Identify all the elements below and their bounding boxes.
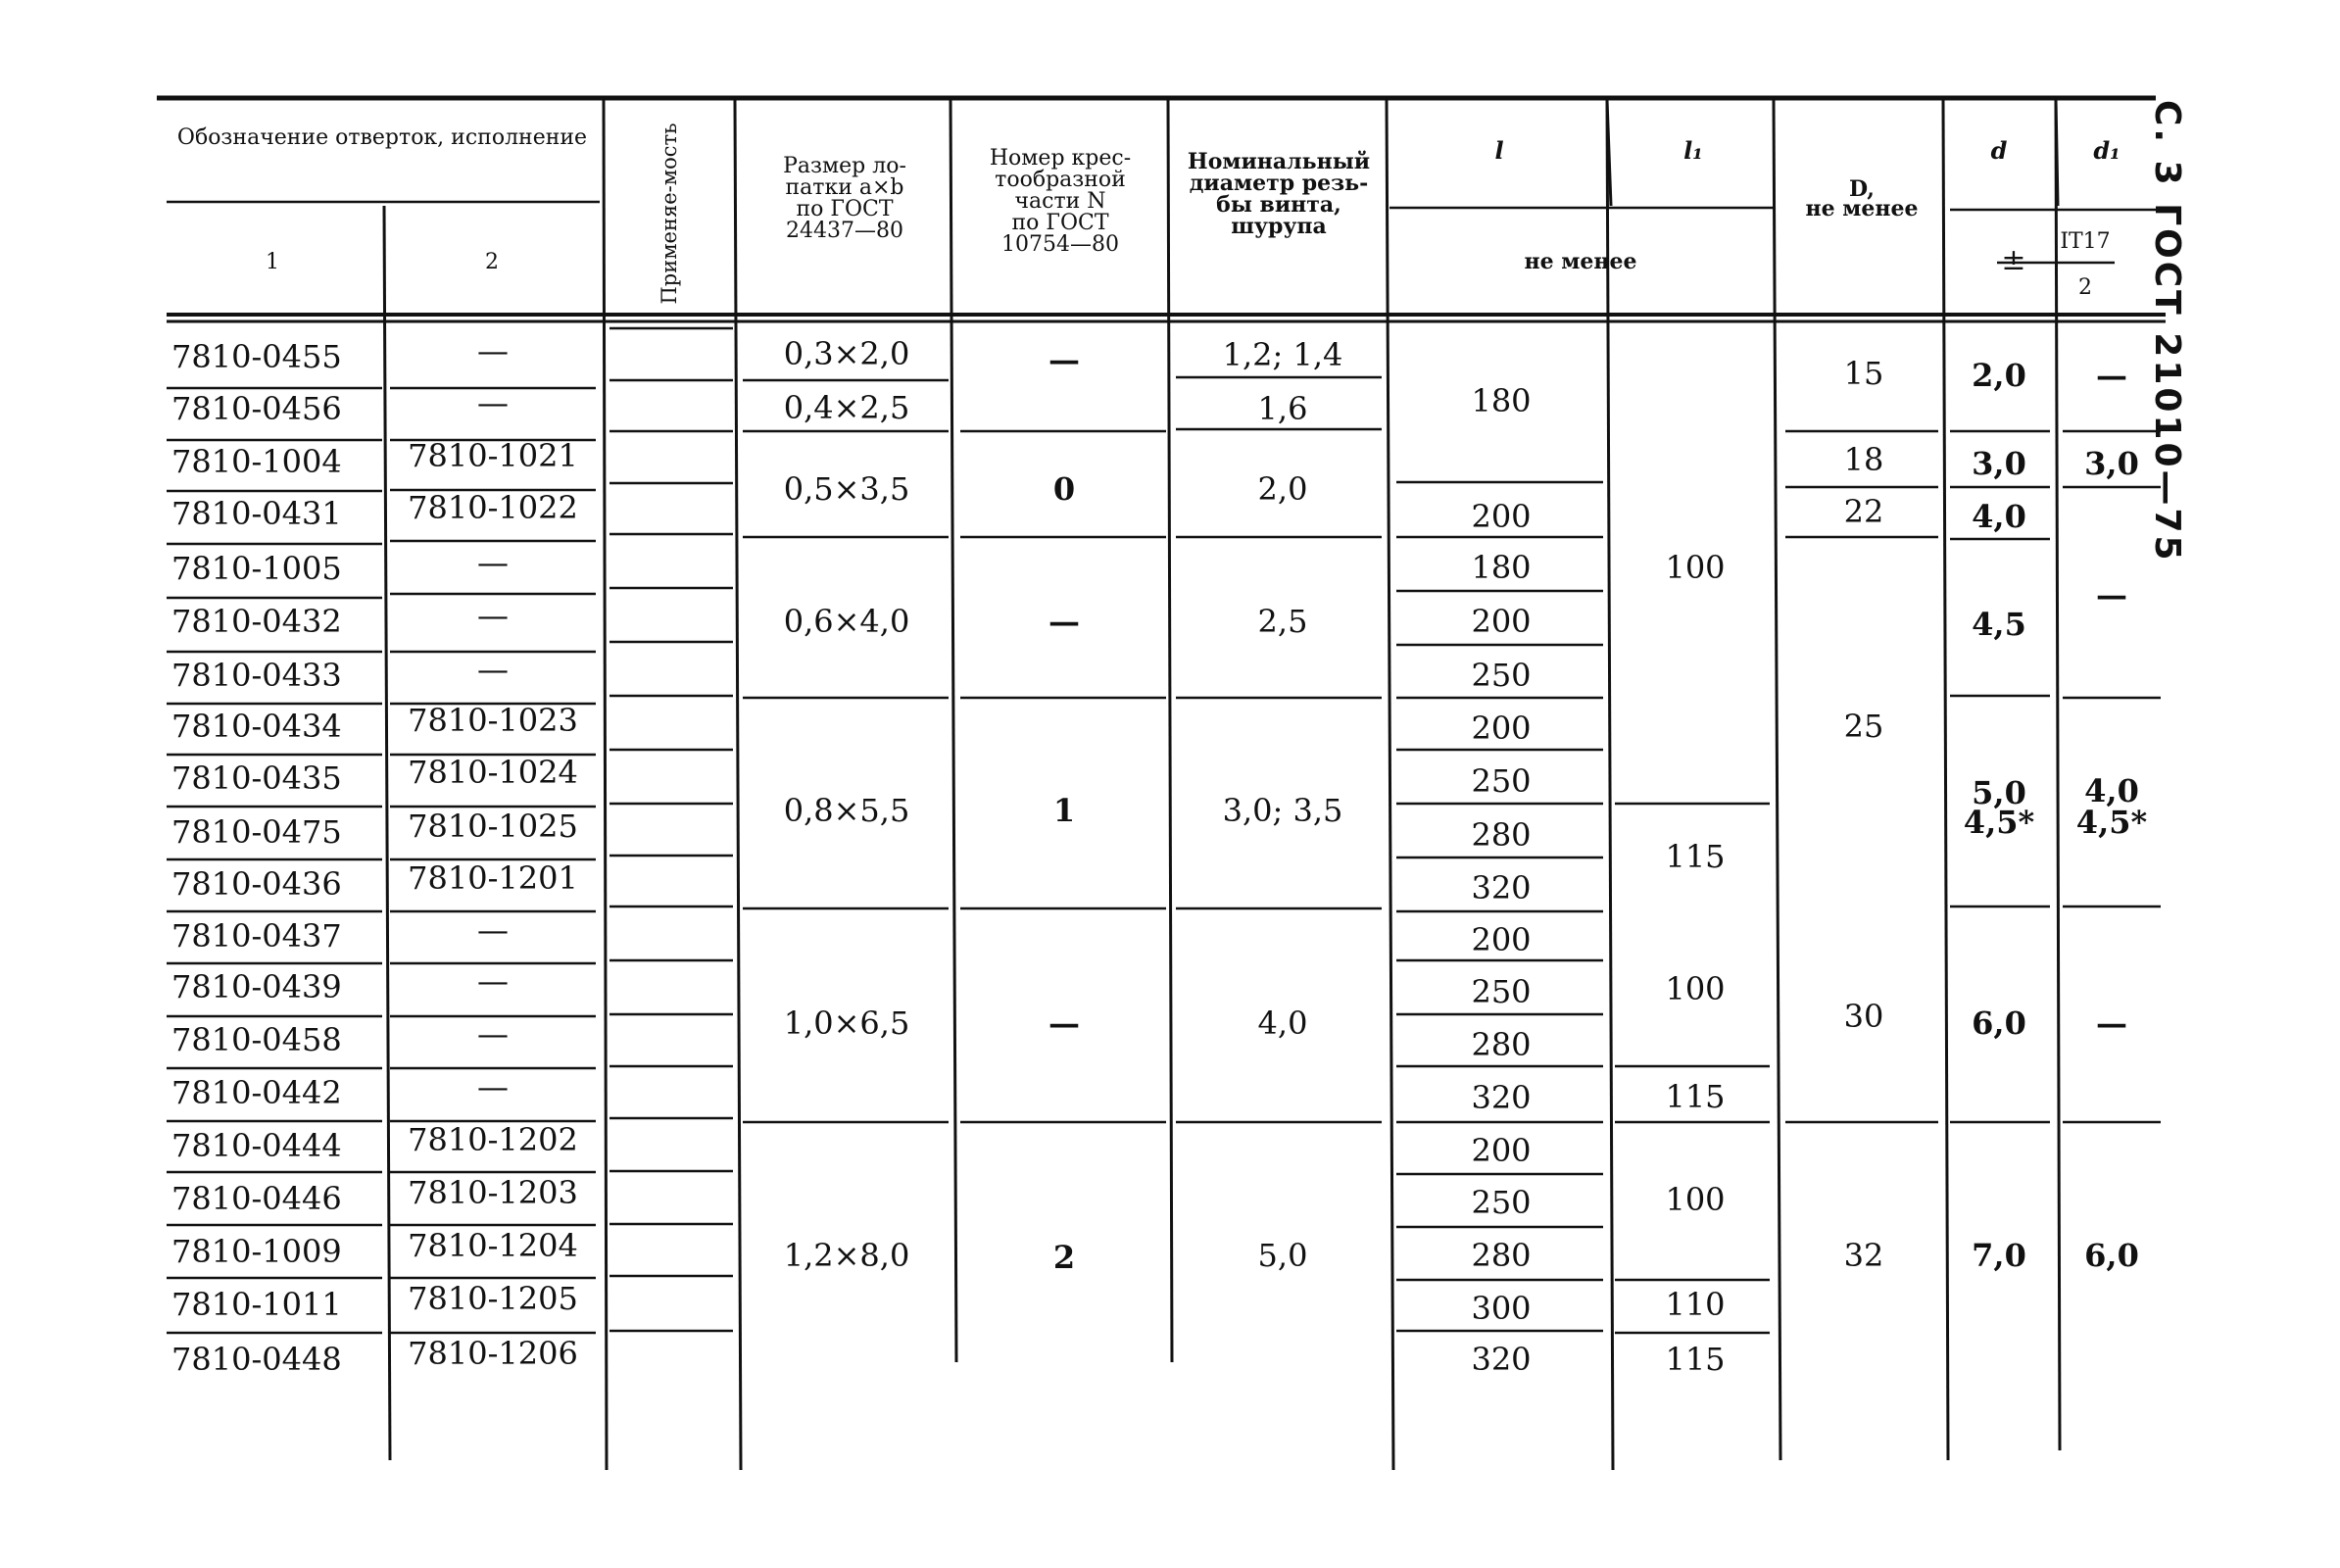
l1-value-cell: 100 [1665, 970, 1726, 1007]
l-value-cell: 320 [1471, 1341, 1532, 1378]
nominal-diameter-cell: 3,0; 3,5 [1222, 792, 1343, 829]
nominal-diameter-cell: 2,5 [1257, 603, 1308, 640]
l1-value-cell: 100 [1665, 1181, 1726, 1218]
table-row-designation-1: 7810-1009 [171, 1233, 342, 1270]
cross-number-cell: 1 [1052, 792, 1076, 829]
table-row-designation-2: 7810-1202 [408, 1121, 578, 1158]
cross-number-cell: — [1048, 341, 1080, 378]
D-value-cell: 32 [1843, 1237, 1884, 1274]
header-D-line: D, [1849, 176, 1875, 202]
table-row-designation-2: 7810-1203 [408, 1174, 578, 1211]
l1-value-cell: 115 [1665, 838, 1726, 875]
table-row-designation-1: 7810-0431 [171, 495, 342, 532]
table-row-designation-2: 7810-1201 [408, 859, 578, 897]
header-col1: 1 [266, 250, 279, 274]
nominal-diameter-cell: 1,2; 1,4 [1222, 336, 1343, 373]
header-D-line: не менее [1805, 196, 1919, 221]
d-value-cell: 4,5 [1972, 606, 2026, 643]
l-value-cell: 250 [1471, 762, 1532, 800]
table-row-designation-1: 7810-0448 [171, 1341, 342, 1378]
header-blade-line: патки a×b [785, 175, 904, 200]
blade-size-cell: 0,8×5,5 [783, 792, 910, 829]
table-body [171, 332, 578, 1378]
table-row-designation-2: — [477, 651, 509, 688]
l1-value-cell: 110 [1665, 1286, 1726, 1323]
blade-size-cell: 1,2×8,0 [783, 1237, 910, 1274]
l-value-cell: 250 [1471, 657, 1532, 694]
nominal-diameter-cell: 4,0 [1257, 1004, 1308, 1042]
table-row-designation-2: 7810-1025 [408, 808, 578, 845]
header-blade-line: 24437—80 [786, 219, 903, 243]
table-row-designation-2: — [477, 962, 509, 1000]
header-blade-size [783, 154, 906, 243]
table-row-designation-1: 7810-1004 [171, 443, 342, 480]
table-row-designation-2: — [477, 911, 509, 949]
header-d: d [1990, 136, 2008, 165]
d-value-cell: 6,0 [1972, 1004, 2026, 1042]
header-blade-line: по ГОСТ [796, 197, 894, 221]
table-row-designation-1: 7810-0437 [171, 917, 342, 955]
header-cross-line: тообразной [995, 168, 1126, 192]
l1-value-cell: 115 [1665, 1341, 1726, 1378]
table-row-designation-2: 7810-1205 [408, 1280, 578, 1317]
d1-value-cell: — [2096, 357, 2127, 394]
table-row-designation-2: 7810-1204 [408, 1227, 578, 1264]
d-value-cell: 3,0 [1972, 445, 2026, 482]
table-row-designation-1: 7810-0475 [171, 813, 342, 851]
header-nominal-line: диаметр резь- [1189, 171, 1369, 196]
cross-number-cell: — [1048, 1004, 1080, 1042]
table-row-designation-1: 7810-0436 [171, 865, 342, 903]
header-nominal-line: шурупа [1231, 214, 1327, 239]
table-row-designation-1: 7810-0434 [171, 708, 342, 745]
l-value-cell: 300 [1471, 1290, 1532, 1327]
table-row-designation-1: 7810-0442 [171, 1074, 342, 1111]
table-row-designation-2: — [477, 1068, 509, 1105]
l1-value-cell: 115 [1665, 1078, 1726, 1115]
l-value-cell: 280 [1471, 816, 1532, 854]
header-cross-number [990, 146, 1131, 257]
D-value-cell: 15 [1843, 355, 1884, 392]
header-nominal-line: бы винта, [1216, 192, 1341, 218]
l-value-cell: 180 [1471, 382, 1532, 419]
header-not-less: не менее [1524, 249, 1637, 274]
table-row-designation-2: — [477, 1015, 509, 1053]
l1-value-cell: 100 [1665, 549, 1726, 586]
table-row-designation-2: — [477, 597, 509, 634]
l-value-cell: 180 [1471, 549, 1532, 586]
table-row-designation-1: 7810-0433 [171, 657, 342, 694]
l-value-cell: 250 [1471, 973, 1532, 1010]
table-row-designation-1: 7810-0458 [171, 1021, 342, 1058]
table-row-designation-2: — [477, 544, 509, 581]
header-cross-line: части N [1014, 189, 1106, 214]
d1-value-cell: 6,0 [2084, 1237, 2139, 1274]
header-tolerance-pm: ± [2001, 243, 2026, 277]
header-l1: l₁ [1683, 136, 1703, 165]
l-value-cell: 200 [1471, 603, 1532, 640]
blade-size-cell: 0,6×4,0 [783, 603, 910, 640]
blade-size-cell: 0,4×2,5 [783, 389, 910, 426]
l-value-cell: 200 [1471, 710, 1532, 747]
l-value-cell: 280 [1471, 1237, 1532, 1274]
table-row-designation-1: 7810-1005 [171, 550, 342, 587]
table-row-designation-1: 7810-0446 [171, 1180, 342, 1217]
header-designation: Обозначение отверток, исполнение [176, 125, 588, 150]
l-value-cell: 200 [1471, 498, 1532, 535]
nominal-diameter-cell: 2,0 [1257, 470, 1308, 508]
blade-size-cell: 0,3×2,0 [783, 335, 910, 372]
cross-number-cell: — [1048, 603, 1080, 640]
D-value-cell: 25 [1843, 708, 1884, 745]
nominal-diameter-cell: 5,0 [1257, 1237, 1308, 1274]
table-row-designation-1: 7810-0432 [171, 603, 342, 640]
header-l: l [1494, 136, 1504, 165]
blade-size-cell: 0,5×3,5 [783, 470, 910, 508]
table-row-designation-2: — [477, 332, 509, 369]
nominal-diameter-cell: 1,6 [1257, 390, 1308, 427]
header-tolerance-den: 2 [2078, 275, 2092, 300]
header-d1: d₁ [2093, 136, 2121, 165]
header-tolerance-num: IT17 [2060, 229, 2111, 254]
table-row-designation-2: — [477, 384, 509, 421]
header-D [1806, 176, 1919, 221]
l-value-cell: 320 [1471, 869, 1532, 906]
table-row-designation-1: 7810-0455 [171, 338, 342, 375]
table-row-designation-2: 7810-1023 [408, 702, 578, 739]
header-applicability: Применяе-мость [658, 122, 681, 305]
header-cross-line: Номер крес- [989, 146, 1132, 171]
table-header [177, 122, 2121, 304]
D-value-cell: 18 [1843, 441, 1884, 478]
d-value-cell: 2,0 [1972, 357, 2026, 394]
l-value-cell: 320 [1471, 1079, 1532, 1116]
header-cross-line: 10754—80 [1001, 232, 1119, 257]
table-row-designation-1: 7810-0439 [171, 968, 342, 1005]
d-value-cell: 4,5* [1963, 804, 2035, 841]
table-row-designation-1: 7810-0456 [171, 390, 342, 427]
d-value-cell: 4,0 [1972, 498, 2026, 535]
table-row-designation-2: 7810-1022 [408, 489, 578, 526]
d1-value-cell: 4,0 [2084, 772, 2139, 809]
table-row-designation-2: 7810-1021 [408, 437, 578, 474]
header-blade-line: Размер ло- [783, 154, 906, 178]
blade-size-cell: 1,0×6,5 [783, 1004, 910, 1042]
d1-value-cell: — [2096, 576, 2127, 613]
table-row-designation-1: 7810-0435 [171, 760, 342, 797]
table-row-designation-1: 7810-1011 [171, 1286, 342, 1323]
d1-value-cell: — [2096, 1004, 2127, 1042]
D-value-cell: 30 [1843, 998, 1884, 1035]
header-nominal-diameter [1188, 149, 1370, 239]
l-value-cell: 250 [1471, 1184, 1532, 1221]
d-value-cell: 5,0 [1972, 774, 2026, 811]
cross-number-cell: 0 [1052, 470, 1076, 508]
header-nominal-line: Номинальный [1187, 149, 1371, 174]
l-value-cell: 280 [1471, 1026, 1532, 1063]
l-value-cell: 200 [1471, 1132, 1532, 1169]
cross-number-cell: 2 [1052, 1239, 1076, 1276]
d1-value-cell: 4,5* [2075, 804, 2148, 841]
header-col2: 2 [485, 250, 499, 274]
table-row-designation-2: 7810-1206 [408, 1335, 578, 1372]
d1-value-cell: 3,0 [2084, 445, 2139, 482]
page-label: С. 3 ГОСТ 21010—75 [2147, 100, 2187, 564]
table-row-designation-1: 7810-0444 [171, 1127, 342, 1164]
d-value-cell: 7,0 [1972, 1237, 2026, 1274]
l-value-cell: 200 [1471, 921, 1532, 958]
header-cross-line: по ГОСТ [1011, 211, 1109, 235]
table-row-designation-2: 7810-1024 [408, 754, 578, 791]
D-value-cell: 22 [1843, 493, 1884, 530]
